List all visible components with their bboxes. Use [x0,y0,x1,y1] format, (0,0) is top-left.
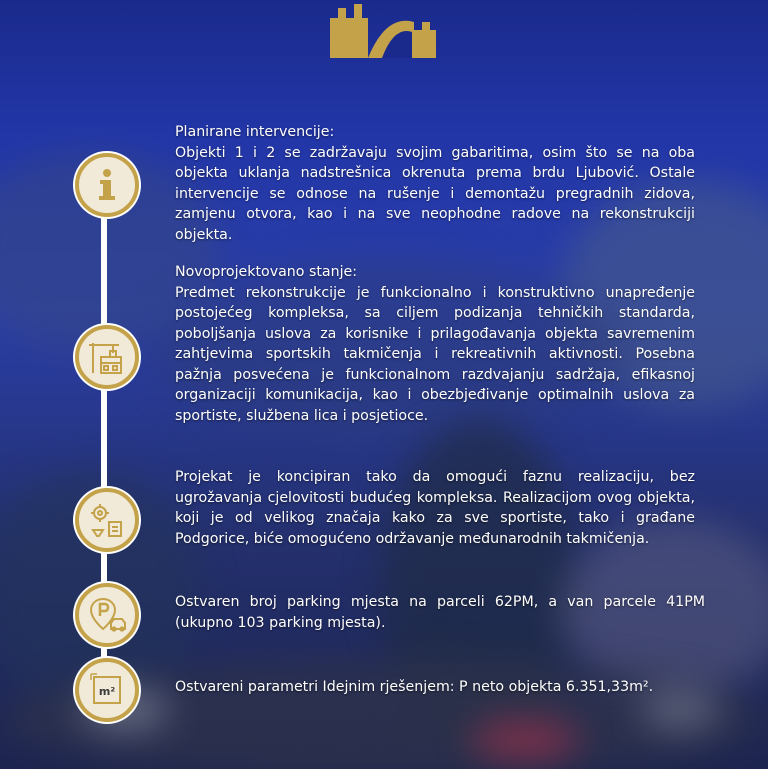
area-m2-icon [87,670,127,710]
planning-gears-icon [87,500,127,540]
construction-crane-icon [87,337,127,377]
section-body: Ostvareni parametri Idejnim rješenjem: P neto objekta 6.351,33m². [175,679,654,695]
info-icon [87,165,127,205]
section-heading: Planirane intervencije: [175,124,335,140]
area-node [75,658,139,722]
construction-node [75,325,139,389]
section-planned-interventions [175,122,695,245]
area-icon-label: m² [98,685,116,698]
section-phased-realization [175,467,695,549]
info-node [75,153,139,217]
planning-node [75,488,139,552]
parking-icon [87,595,127,635]
section-body: Predmet rekonstrukcije je funkcionalno i konstruktivno unapređenje postojećeg kompleksa, sa ciljem podizanja tehničkih standarda, poboljšanja uslova za korisnike i prilagođavanja objekta savremenim zahtjevima sportskih takmičenja i rekreativnih aktivnosti. Posebna pažnja posvećena je funkcionalnom razdvajanju sadržaja, efikasnoj organizaciji komunikacija, kao i obezbjeđivanje optimalnih uslova za sportiste, službena lica i posjetioce. [175,284,695,424]
section-body: Objekti 1 i 2 se zadržavaju svojim gabaritima, osim što se na oba objekta uklanja nadstrešnica okrenuta prema brdu Ljubović. Ostale intervencije se odnose na rušenje i demontažu pregradnih zidova, zamjenu otvora, kao i na sve neophodne radove na rekonstrukciji objekta. [175,144,695,243]
parking-node [75,583,139,647]
logo [328,0,438,58]
section-new-design [175,262,695,426]
section-parking [175,592,705,633]
section-body: Ostvaren broj parking mjesta na parceli 62PM, a van parcele 41PM (ukupno 103 parking mjesta). [175,594,705,631]
section-heading: Novoprojektovano stanje: [175,264,358,280]
section-area [175,677,735,698]
section-body: Projekat je koncipiran tako da omogući faznu realizaciju, bez ugrožavanja cjelovitosti budućeg kompleksa. Realizacijom ovog objekta, koji je od velikog značaja kako za sve sportiste, tako i građane Podgorice, biće omogućeno održavanje međunarodnih takmičenja. [175,469,695,547]
